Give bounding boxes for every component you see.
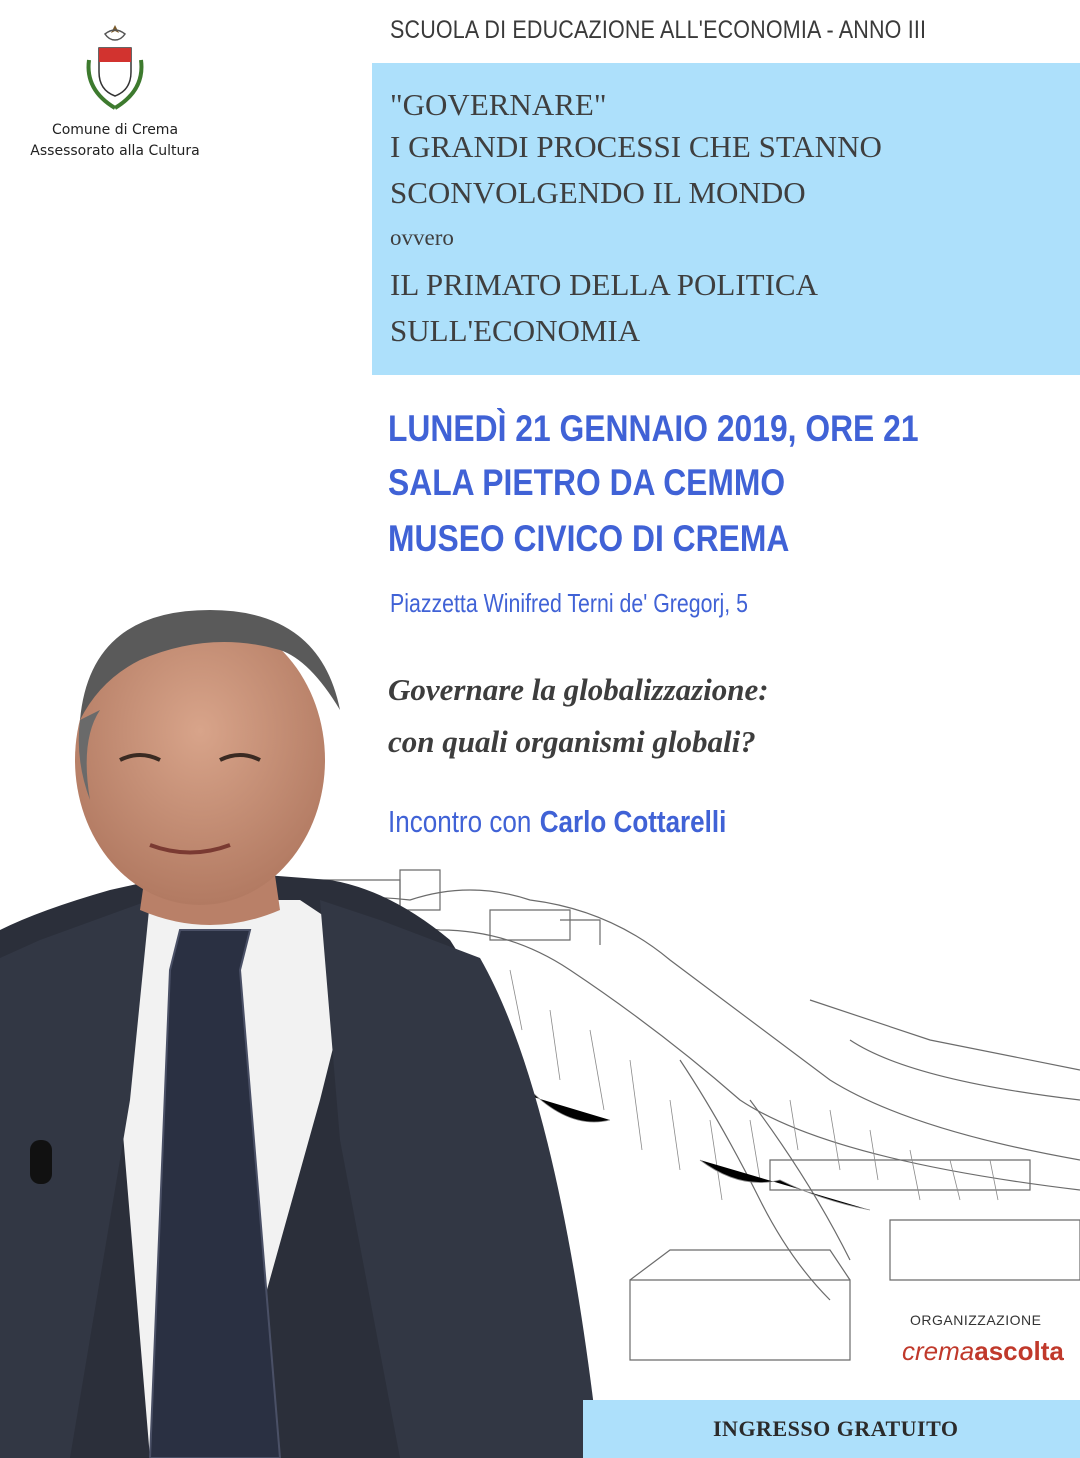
title-line-2: I GRANDI PROCESSI CHE STANNO: [390, 129, 882, 164]
free-entry-label: INGRESSO GRATUITO: [713, 1416, 959, 1441]
brand-part-1: crema: [902, 1336, 975, 1366]
crest-icon: [75, 20, 155, 120]
event-hall: SALA PIETRO DA CEMMO: [388, 462, 786, 503]
speaker-prefix: Incontro con: [388, 804, 532, 839]
speaker-portrait: [0, 600, 600, 1458]
event-venue: MUSEO CIVICO DI CREMA: [388, 518, 790, 559]
title-line-4: ovvero: [390, 225, 454, 250]
speaker-name: Carlo Cottarelli: [539, 804, 727, 839]
title-line-3: SCONVOLGENDO IL MONDO: [390, 175, 806, 210]
organization-brand: [902, 1336, 1064, 1367]
title-line-5: IL PRIMATO DELLA POLITICA: [390, 267, 818, 302]
subtitle-line-1: Governare la globalizzazione:: [388, 672, 769, 707]
title-line-1: "GOVERNARE": [390, 87, 607, 122]
event-date: LUNEDÌ 21 GENNAIO 2019, ORE 21: [388, 408, 919, 449]
brand-part-2: ascolta: [974, 1336, 1064, 1366]
school-header: SCUOLA DI EDUCAZIONE ALL'ECONOMIA - ANNO III: [390, 16, 927, 44]
footer-bar: [583, 1400, 1080, 1458]
logo-line-1: Comune di Crema: [51, 122, 179, 138]
municipality-logo: [20, 20, 210, 170]
event-address: Piazzetta Winifred Terni de' Gregorj, 5: [390, 588, 748, 618]
logo-line-2: Assessorato alla Cultura: [30, 143, 200, 159]
title-box: [372, 63, 1080, 375]
subtitle-line-2: con quali organismi globali?: [388, 724, 756, 759]
organization-badge: [890, 1300, 1080, 1385]
title-line-6: SULL'ECONOMIA: [390, 313, 641, 348]
organization-label: ORGANIZZAZIONE: [910, 1312, 1042, 1328]
